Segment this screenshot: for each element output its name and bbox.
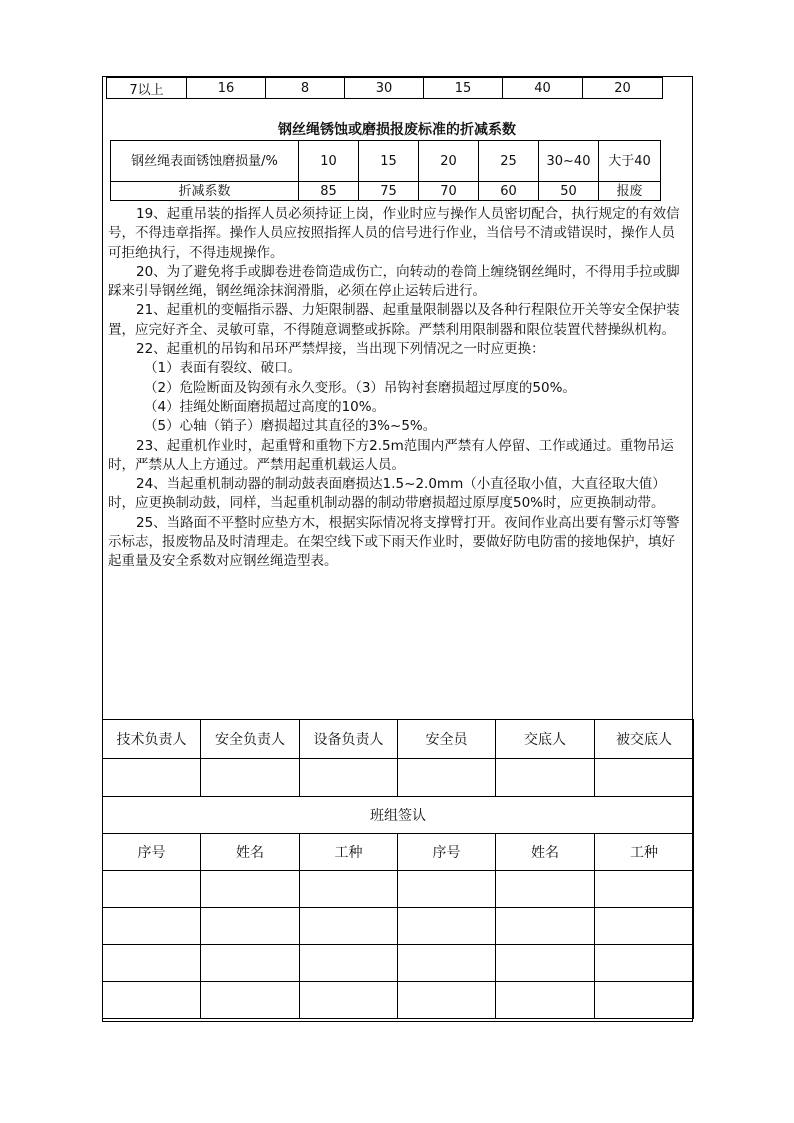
column-header: 工种 bbox=[300, 834, 398, 871]
role-header: 被交底人 bbox=[595, 720, 694, 759]
table-cell: 8 bbox=[266, 78, 345, 99]
blank-cell[interactable] bbox=[398, 908, 496, 945]
clause-paragraph: 20、为了避免将手或脚卷进卷筒造成伤亡，向转动的卷筒上缠绕钢丝绳时，不得用手拉或脚踩来引导钢丝绳，钢丝绳涂抹润滑脂，必须在停止运转后进行。 bbox=[108, 263, 680, 300]
table-cell: 7以上 bbox=[107, 78, 187, 99]
blank-cell[interactable] bbox=[300, 871, 398, 908]
blank-cell[interactable] bbox=[300, 945, 398, 982]
table-cell: 10 bbox=[299, 141, 359, 182]
blank-cell[interactable] bbox=[496, 908, 595, 945]
blank-cell[interactable] bbox=[595, 982, 694, 1019]
clause-paragraph: 23、起重机作业时，起重臂和重物下方2.5m范围内严禁有人停留、工作或通过。重物吊运时，严禁从人上方通过。严禁用起重机载运人员。 bbox=[108, 437, 674, 473]
role-header: 技术负责人 bbox=[103, 720, 201, 759]
blank-cell[interactable] bbox=[201, 982, 300, 1019]
reduction-table-title: 钢丝绳锈蚀或磨损报废标准的折减系数 bbox=[278, 122, 516, 138]
column-header: 工种 bbox=[595, 834, 694, 871]
table-row bbox=[103, 908, 694, 945]
role-header: 交底人 bbox=[496, 720, 595, 759]
clause-paragraph: 22、起重机的吊钩和吊环严禁焊接，当出现下列情况之一时应更换： bbox=[136, 341, 545, 358]
clause-subitem: （4）挂绳处断面磨损超过高度的10%。 bbox=[144, 398, 386, 415]
column-header: 姓名 bbox=[496, 834, 595, 871]
table-cell: 70 bbox=[419, 182, 479, 201]
blank-cell[interactable] bbox=[398, 945, 496, 982]
blank-cell[interactable] bbox=[595, 945, 694, 982]
table-cell: 15 bbox=[424, 78, 503, 99]
table-cell: 60 bbox=[479, 182, 539, 201]
table-row bbox=[111, 141, 661, 182]
table-cell: 30 bbox=[345, 78, 424, 99]
table-cell: 16 bbox=[187, 78, 266, 99]
table-row bbox=[103, 797, 694, 834]
blank-cell[interactable] bbox=[103, 945, 201, 982]
table-row bbox=[103, 871, 694, 908]
role-header: 安全负责人 bbox=[201, 720, 300, 759]
table-row bbox=[103, 982, 694, 1019]
table-cell: 40 bbox=[503, 78, 583, 99]
signature-cell[interactable] bbox=[201, 759, 300, 797]
team-sign-title: 班组签认 bbox=[103, 797, 694, 834]
blank-cell[interactable] bbox=[595, 871, 694, 908]
signature-cell[interactable] bbox=[300, 759, 398, 797]
signature-cell[interactable] bbox=[595, 759, 694, 797]
table-cell: 30~40 bbox=[539, 141, 599, 182]
blank-cell[interactable] bbox=[103, 908, 201, 945]
table-row bbox=[103, 720, 694, 759]
blank-cell[interactable] bbox=[496, 871, 595, 908]
clause-paragraph: 24、当起重机制动器的制动鼓表面磨损达1.5~2.0mm（小直径取小值，大直径取大值）时，应更换制动鼓，同样，当起重机制动器的制动带磨损超过原厚度50%时，应更换制动带。 bbox=[108, 476, 666, 512]
table-cell: 15 bbox=[359, 141, 419, 182]
blank-cell[interactable] bbox=[201, 871, 300, 908]
carry-over-table-row bbox=[106, 77, 663, 99]
blank-cell[interactable] bbox=[496, 982, 595, 1019]
clause-paragraph: 21、起重机的变幅指示器、力矩限制器、起重量限制器以及各种行程限位开关等安全保护装置，应完好齐全、灵敏可靠，不得随意调整或拆除。严禁利用限制器和限位装置代替操纵机构。 bbox=[108, 302, 680, 338]
signature-cell[interactable] bbox=[103, 759, 201, 797]
table-cell: 报废 bbox=[599, 182, 661, 201]
table-cell: 75 bbox=[359, 182, 419, 201]
blank-cell[interactable] bbox=[103, 982, 201, 1019]
clause-paragraph: 25、当路面不平整时应垫方木，根据实际情况将支撑臂打开。夜间作业高出要有警示灯等警示标志，报废物品及时清理走。在架空线下或下雨天作业时，要做好防电防雷的接地保护，填好起重量及安全系数对应钢丝绳造型表。 bbox=[108, 514, 680, 570]
table-cell: 大于40 bbox=[599, 141, 661, 182]
blank-cell[interactable] bbox=[496, 945, 595, 982]
role-header: 设备负责人 bbox=[300, 720, 398, 759]
clause-subitem: （2）危险断面及钩颈有永久变形。（3）吊钩衬套磨损超过厚度的50%。 bbox=[144, 379, 576, 396]
blank-cell[interactable] bbox=[398, 982, 496, 1019]
signature-cell[interactable] bbox=[496, 759, 595, 797]
table-row bbox=[103, 945, 694, 982]
table-cell: 85 bbox=[299, 182, 359, 201]
reduction-factor-table bbox=[110, 140, 661, 201]
blank-cell[interactable] bbox=[201, 908, 300, 945]
column-header: 序号 bbox=[103, 834, 201, 871]
clause-subitem: （1）表面有裂纹、破口。 bbox=[144, 360, 302, 377]
blank-cell[interactable] bbox=[398, 871, 496, 908]
signature-cell[interactable] bbox=[398, 759, 496, 797]
table-row bbox=[111, 182, 661, 201]
blank-cell[interactable] bbox=[103, 871, 201, 908]
table-cell: 20 bbox=[419, 141, 479, 182]
safety-clauses bbox=[108, 205, 688, 572]
column-header: 序号 bbox=[398, 834, 496, 871]
signature-table bbox=[102, 719, 694, 1019]
table-row bbox=[103, 834, 694, 871]
clause-paragraph: 19、起重吊装的指挥人员必须持证上岗，作业时应与操作人员密切配合，执行规定的有效信号，不得违章指挥。操作人员应按照指挥人员的信号进行作业，当信号不清或错误时，操作人员可拒绝执行，不得违规操作。 bbox=[108, 206, 680, 261]
blank-cell[interactable] bbox=[595, 908, 694, 945]
role-header: 安全员 bbox=[398, 720, 496, 759]
table-row bbox=[103, 759, 694, 797]
clause-subitem: （5）心轴（销子）磨损超过其直径的3%~5%。 bbox=[144, 418, 437, 435]
row-label: 折减系数 bbox=[111, 182, 299, 201]
blank-cell[interactable] bbox=[300, 982, 398, 1019]
table-cell: 20 bbox=[583, 78, 663, 99]
blank-cell[interactable] bbox=[201, 945, 300, 982]
row-label: 钢丝绳表面锈蚀磨损量/% bbox=[111, 141, 299, 182]
column-header: 姓名 bbox=[201, 834, 300, 871]
blank-cell[interactable] bbox=[300, 908, 398, 945]
table-cell: 25 bbox=[479, 141, 539, 182]
table-cell: 50 bbox=[539, 182, 599, 201]
